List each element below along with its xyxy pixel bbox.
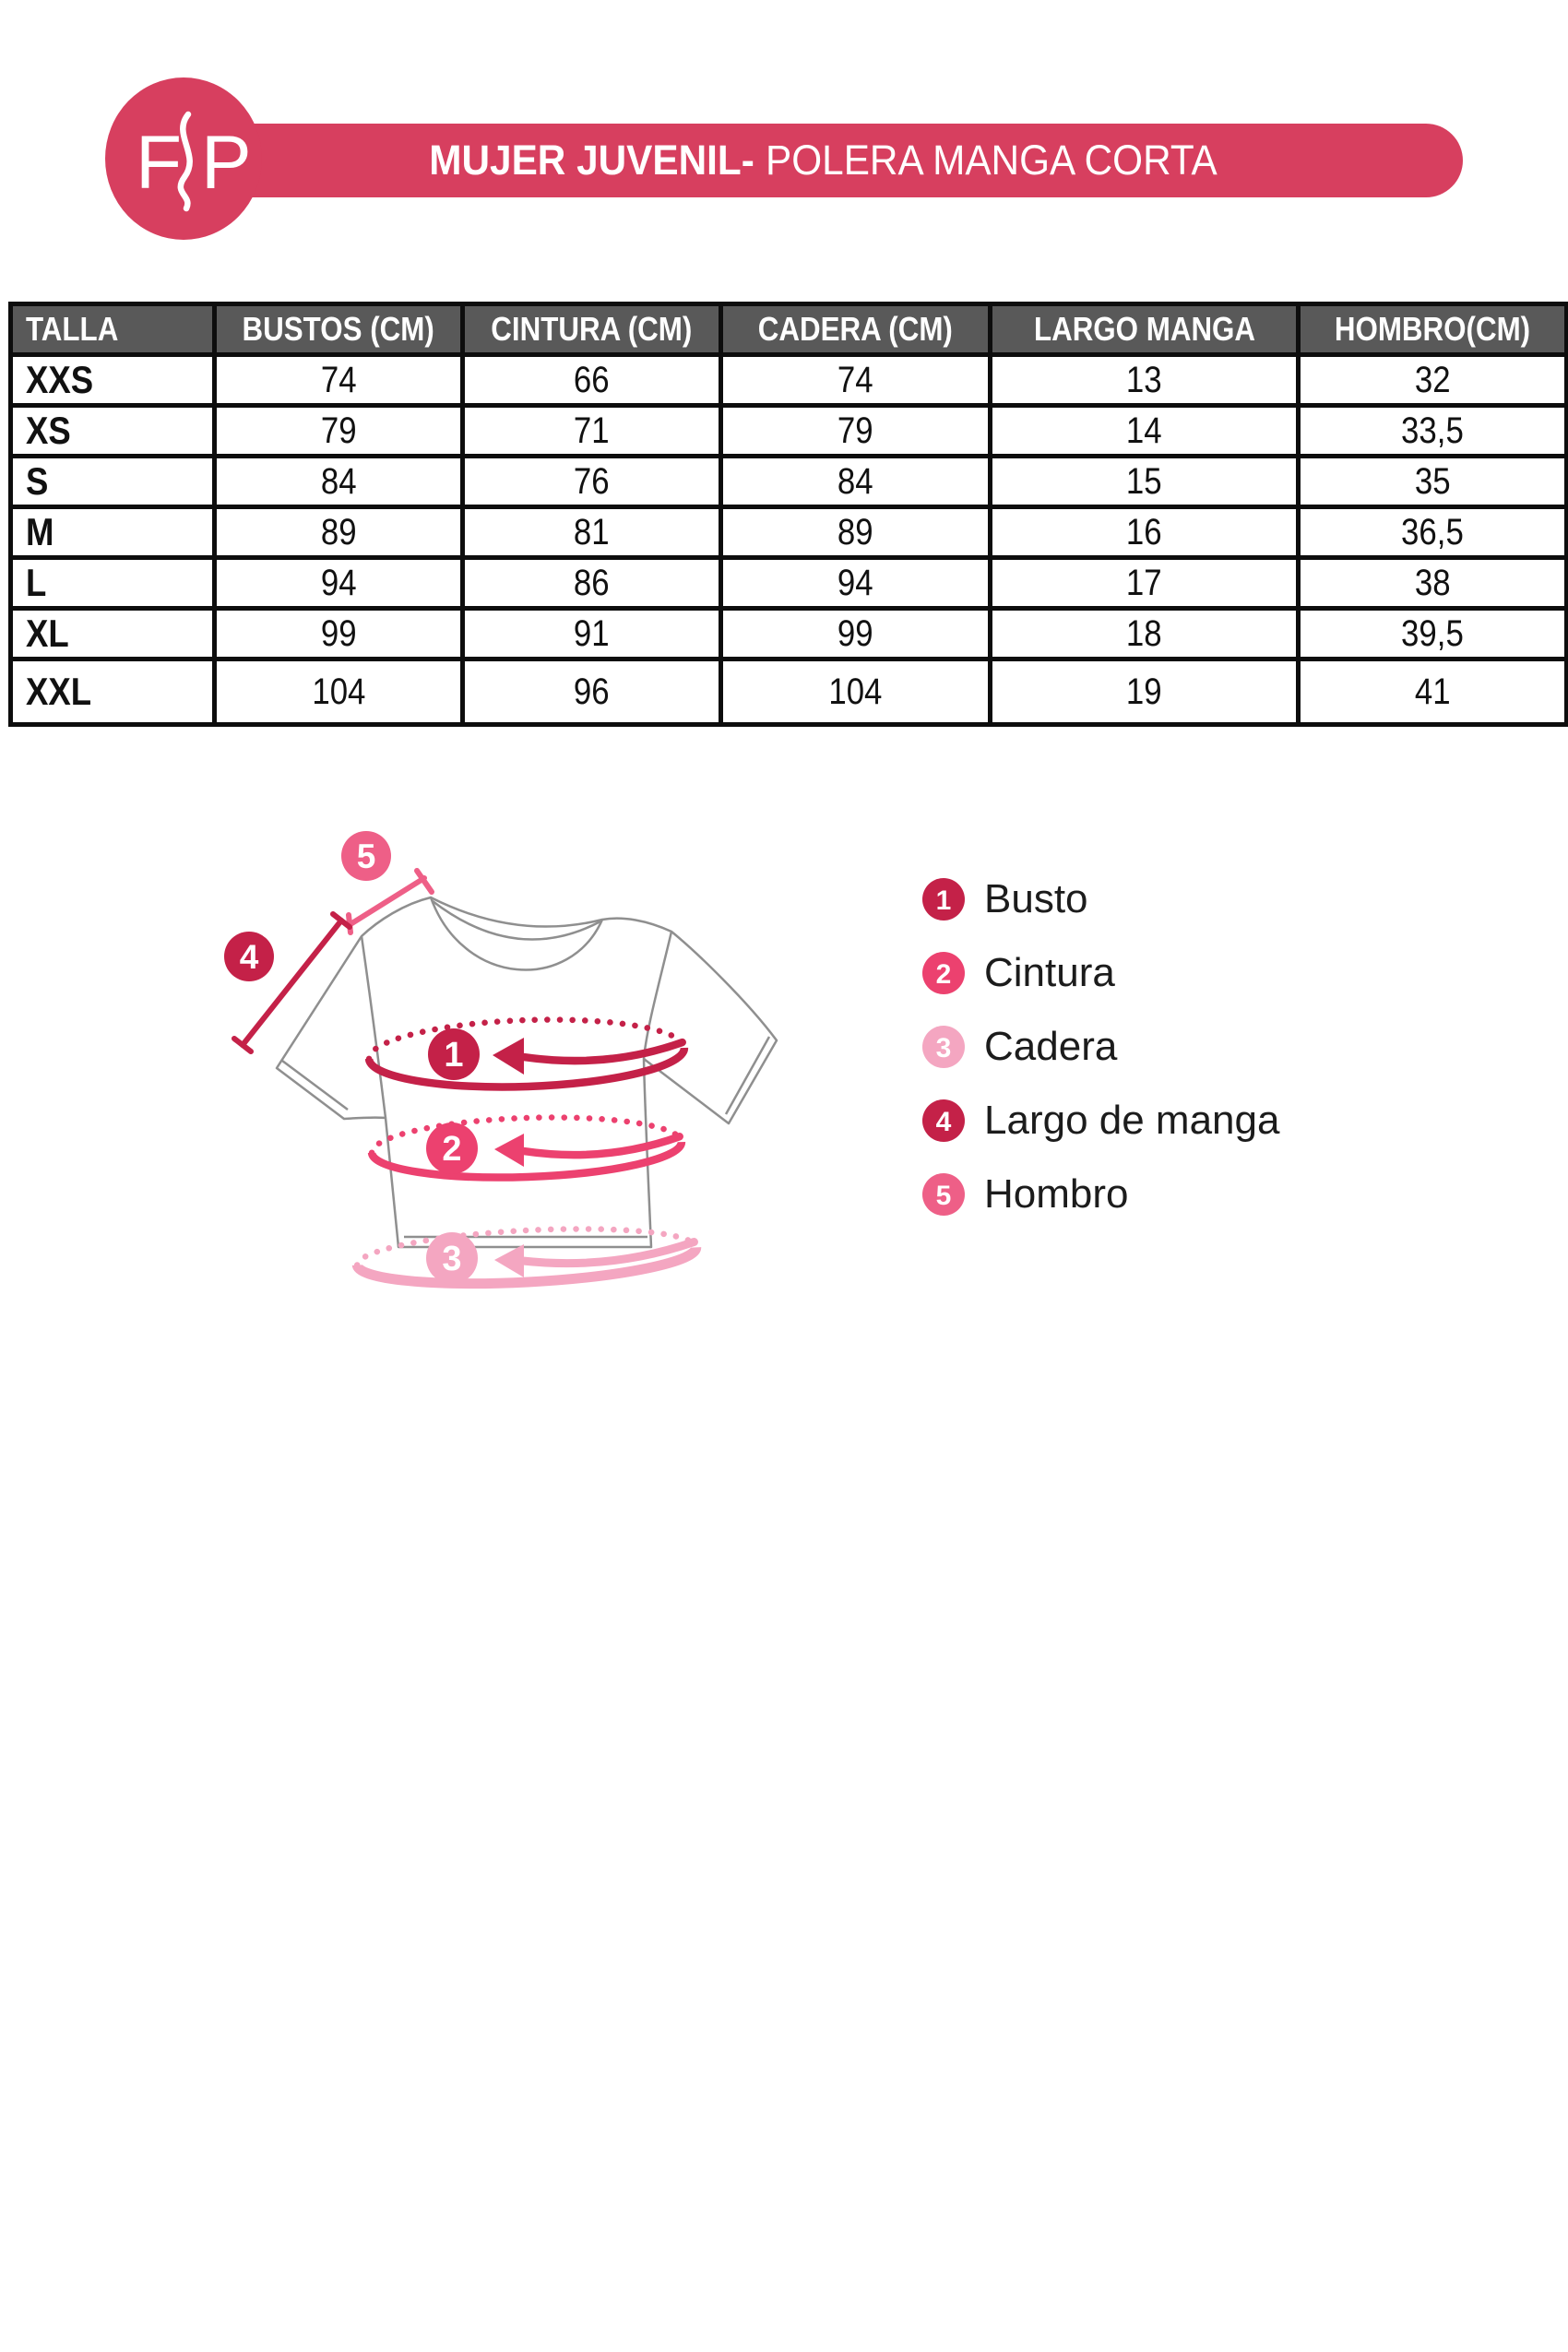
size-row-xxs (11, 355, 1567, 406)
size-cell: XL (11, 609, 215, 659)
value-cell: 39,5 (1299, 609, 1567, 659)
value-cell: 33,5 (1299, 406, 1567, 457)
size-table (8, 302, 1568, 727)
tshirt-diagram (166, 812, 849, 1328)
value-cell: 86 (463, 558, 721, 609)
legend-bullet-5 (922, 1173, 965, 1216)
legend-bullet-3 (922, 1026, 965, 1068)
column-header-cintura: CINTURA (CM) (463, 304, 721, 355)
size-row-xxl (11, 659, 1567, 725)
legend-label: Cintura (984, 950, 1115, 995)
value-cell: 89 (721, 507, 991, 558)
legend-item-cadera (922, 1026, 1279, 1068)
value-cell: 74 (721, 355, 991, 406)
legend-item-largo-de-manga (922, 1099, 1279, 1142)
diagram-badge-waist (426, 1123, 478, 1174)
measurement-legend (922, 878, 1279, 1247)
legend-bullet-2 (922, 952, 965, 994)
value-cell: 99 (215, 609, 463, 659)
value-cell: 91 (463, 609, 721, 659)
legend-item-cintura (922, 952, 1279, 994)
value-cell: 35 (1299, 457, 1567, 507)
svg-text:1: 1 (935, 885, 952, 916)
size-row-s (11, 457, 1567, 507)
value-cell: 19 (991, 659, 1299, 725)
size-row-l (11, 558, 1567, 609)
brand-logo-art (105, 77, 262, 240)
svg-text:4: 4 (935, 1107, 952, 1137)
legend-item-hombro (922, 1173, 1279, 1216)
value-cell: 66 (463, 355, 721, 406)
size-cell: S (11, 457, 215, 507)
size-row-m (11, 507, 1567, 558)
value-cell: 71 (463, 406, 721, 457)
column-header-cadera: CADERA (CM) (721, 304, 991, 355)
svg-text:5: 5 (356, 837, 376, 875)
value-cell: 94 (215, 558, 463, 609)
svg-text:2: 2 (935, 959, 952, 990)
diagram-badge-shoulder (341, 831, 391, 881)
value-cell: 32 (1299, 355, 1567, 406)
value-cell: 74 (215, 355, 463, 406)
diagram-badge-sleeve (224, 932, 274, 981)
value-cell: 96 (463, 659, 721, 725)
tshirt-diagram-art (166, 812, 849, 1328)
value-cell: 41 (1299, 659, 1567, 725)
arrowhead-hip (494, 1244, 524, 1277)
logo-squiggle-icon (181, 114, 190, 208)
legend-label: Largo de manga (984, 1098, 1280, 1143)
svg-text:5: 5 (935, 1181, 952, 1211)
brand-logo (105, 77, 262, 240)
size-cell: M (11, 507, 215, 558)
svg-text:2: 2 (442, 1130, 462, 1169)
column-header-talla: TALLA (11, 304, 215, 355)
value-cell: 104 (721, 659, 991, 725)
value-cell: 81 (463, 507, 721, 558)
value-cell: 84 (215, 457, 463, 507)
value-cell: 79 (721, 406, 991, 457)
value-cell: 76 (463, 457, 721, 507)
tshirt-outline (277, 897, 777, 1247)
svg-text:4: 4 (239, 938, 259, 976)
value-cell: 18 (991, 609, 1299, 659)
legend-label: Busto (984, 876, 1088, 921)
value-cell: 99 (721, 609, 991, 659)
legend-label: Hombro (984, 1171, 1129, 1217)
legend-bullet-1 (922, 878, 965, 921)
value-cell: 89 (215, 507, 463, 558)
value-cell: 84 (721, 457, 991, 507)
diagram-badge-hip (426, 1232, 478, 1284)
page-title-category: MUJER JUVENIL- (429, 137, 755, 184)
value-cell: 79 (215, 406, 463, 457)
svg-text:3: 3 (442, 1240, 462, 1278)
column-header-bustos: BUSTOS (CM) (215, 304, 463, 355)
size-row-xs (11, 406, 1567, 457)
value-cell: 14 (991, 406, 1299, 457)
column-header-largo-manga: LARGO MANGA (991, 304, 1299, 355)
page-title-product: POLERA MANGA CORTA (766, 137, 1218, 184)
value-cell: 17 (991, 558, 1299, 609)
value-cell: 15 (991, 457, 1299, 507)
svg-text:1: 1 (444, 1036, 464, 1075)
legend-bullet-4 (922, 1099, 965, 1142)
size-cell: XXL (11, 659, 215, 725)
svg-text:3: 3 (935, 1033, 952, 1063)
size-cell: L (11, 558, 215, 609)
logo-letter-f: F (136, 121, 183, 205)
value-cell: 16 (991, 507, 1299, 558)
value-cell: 104 (215, 659, 463, 725)
size-cell: XXS (11, 355, 215, 406)
legend-label: Cadera (984, 1024, 1118, 1069)
logo-letter-p: P (201, 121, 252, 205)
value-cell: 36,5 (1299, 507, 1567, 558)
value-cell: 13 (991, 355, 1299, 406)
size-cell: XS (11, 406, 215, 457)
page-title (430, 137, 1218, 184)
value-cell: 38 (1299, 558, 1567, 609)
diagram-badge-bust (428, 1028, 480, 1080)
legend-item-busto (922, 878, 1279, 921)
column-header-hombro: HOMBRO(CM) (1299, 304, 1567, 355)
size-table-header-row (11, 304, 1567, 355)
header-banner (184, 124, 1463, 197)
size-row-xl (11, 609, 1567, 659)
value-cell: 94 (721, 558, 991, 609)
